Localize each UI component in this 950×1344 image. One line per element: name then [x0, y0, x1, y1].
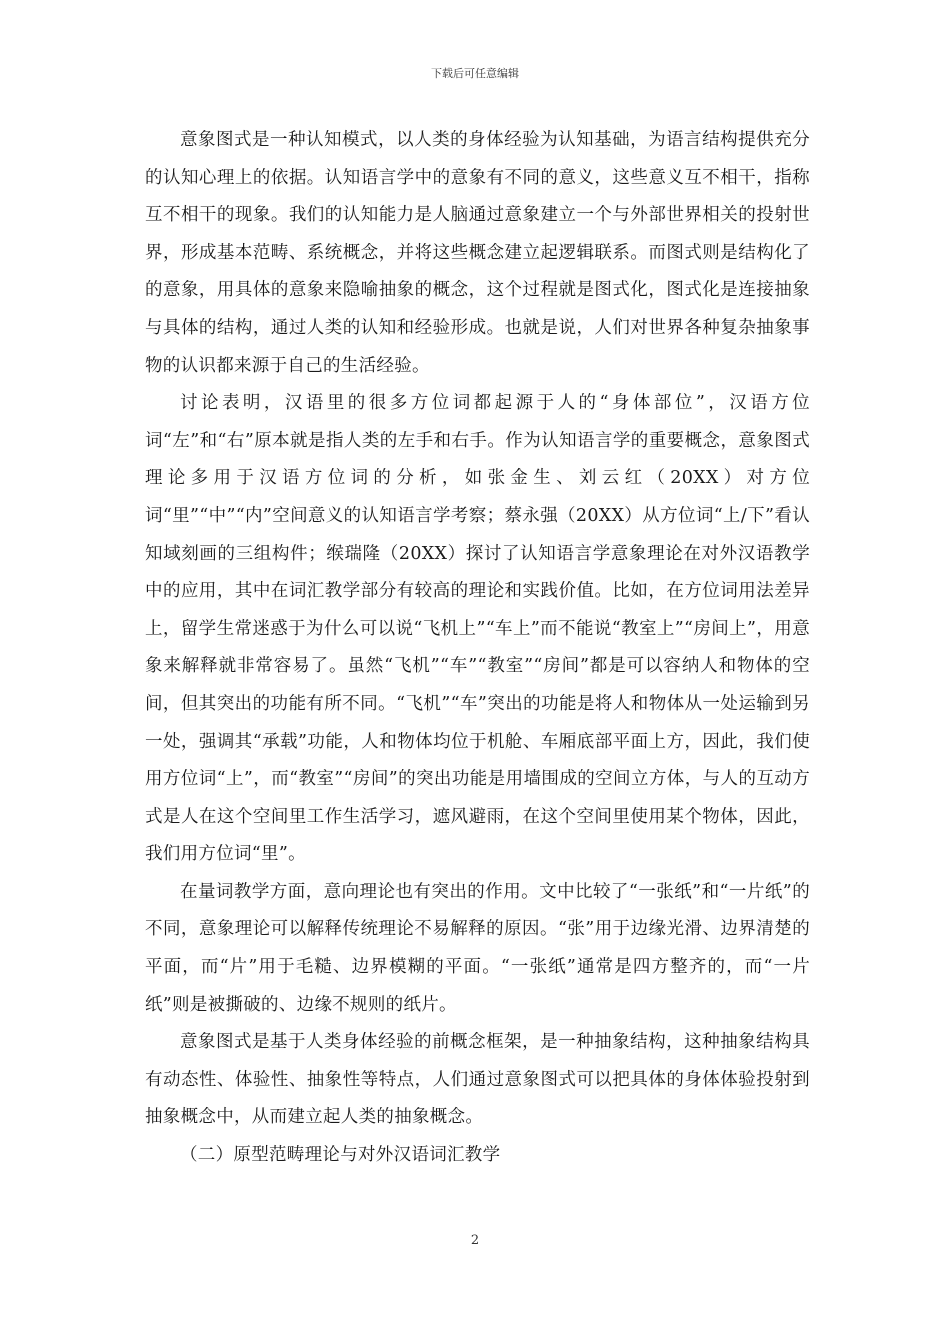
paragraph-image-schema-summary: 意象图式是基于人类身体经验的前概念框架，是一种抽象结构，这种抽象结构具有动态性、体验性、抽象性等特点，人们通过意象图式可以把具体的身体体验投射到抽象概念中，从而建立起人类的抽象概念。	[145, 1032, 810, 1128]
section-heading: （二）原型范畴理论与对外汉语词汇教学	[180, 1145, 501, 1166]
paragraph-image-schema-intro: 意象图式是一种认知模式，以人类的身体经验为认知基础，为语言结构提供充分的认知心理上的依据。认知语言学中的意象有不同的意义，这些意义互不相干，指称互不相干的现象。我们的认知能力是人脑通过意象建立一个与外部世界相关的投射世界，形成基本范畴、系统概念，并将这些概念建立起逻辑联系。而图式则是结构化了的意象，用具体的意象来隐喻抽象的概念，这个过程就是图式化，图式化是连接抽象与具体的结构，通过人类的认知和经验形成。也就是说，人们对世界各种复杂抽象事物的认识都来源于自己的生活经验。	[145, 130, 810, 376]
paragraph-locative-words: 讨论表明，汉语里的很多方位词都起源于人的“身体部位”，汉语方位词“左”和“右”原本就是指人类的左手和右手。作为认知语言学的重要概念，意象图式理论多用于汉语方位词的分析，如张金生、刘云红（20XX）对方位词“里”“中”“内”空间意义的认知语言学考察；蔡永强（20XX）从方位词“上/下”看认知域刻画的三组构件；缑瑞隆（20XX）探讨了认知语言学意象理论在对外汉语教学中的应用，其中在词汇教学部分有较高的理论和实践价值。比如，在方位词用法差异上，留学生常迷惑于为什么可以说“飞机上”“车上”而不能说“教室上”“房间上”，用意象来解释就非常容易了。虽然“飞机”“车”“教室”“房间”都是可以容纳人和物体的空间，但其突出的功能有所不同。“飞机”“车”突出的功能是将人和物体从一处运输到另一处，强调其“承载”功能，人和物体均位于机舱、车厢底部平面上方，因此，我们使用方位词“上”，而“教室”“房间”的突出功能是用墙围成的空间立方体，与人的互动方式是人在这个空间里工作生活学习，遮风避雨，在这个空间里使用某个物体，因此，我们用方位词“里”。	[145, 393, 810, 865]
page-header: 下载后可任意编辑	[431, 67, 519, 80]
page-number: 2	[470, 1233, 480, 1248]
body-text	[145, 122, 810, 1175]
paragraph-classifier-teaching: 在量词教学方面，意向理论也有突出的作用。文中比较了“一张纸”和“一片纸”的不同，意象理论可以解释传统理论不易解释的原因。“张”用于边缘光滑、边界清楚的平面，而“片”用于毛糙、边界模糊的平面。“一张纸”通常是四方整齐的，而“一片纸”则是被撕破的、边缘不规则的纸片。	[145, 881, 810, 1015]
